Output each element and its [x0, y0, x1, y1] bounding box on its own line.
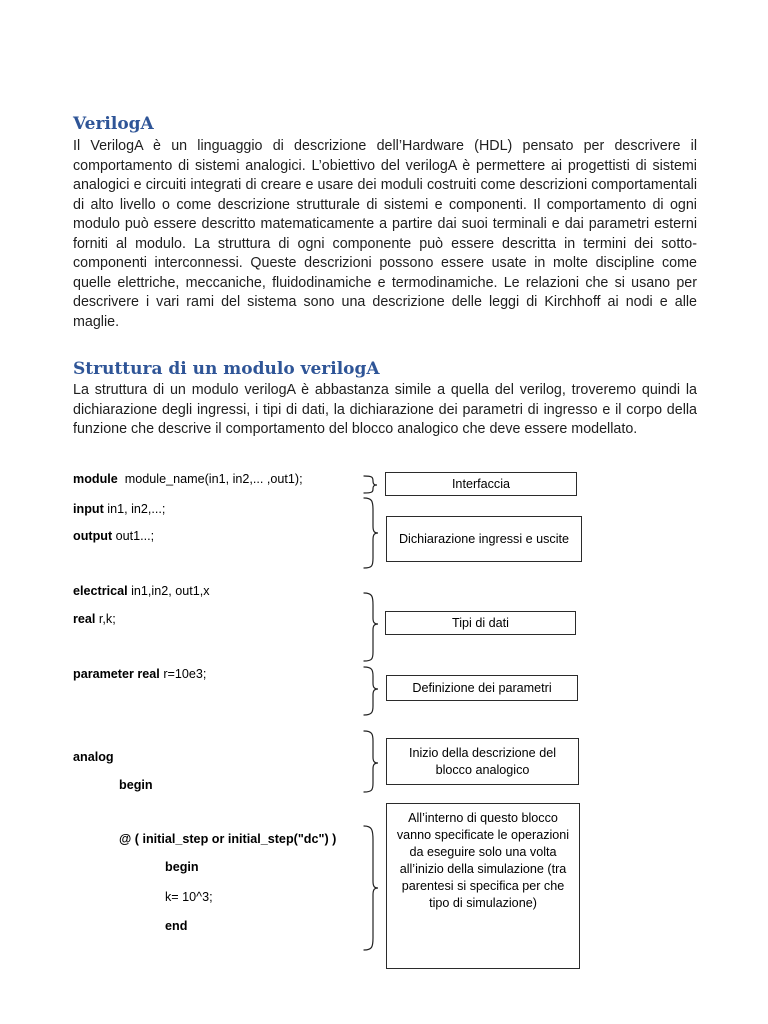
code-text: k= 10^3; [165, 890, 213, 904]
label-box-inizio [386, 738, 579, 785]
brace-interno [364, 826, 378, 950]
brace-parametri [364, 667, 378, 715]
code-keyword: input [73, 502, 104, 516]
label-text: Dichiarazione ingressi e uscite [398, 531, 570, 546]
code-text: out1...; [115, 529, 155, 543]
brace-inizio [364, 731, 378, 792]
section-title-struttura: Struttura di un modulo verilogA [73, 359, 380, 379]
section-body-struttura: La struttura di un modulo verilogA è abbastanza simile a quella del verilog, troveremo quindi la dichiarazione degli ingressi, i tipi di dati, la dichiarazione dei parametri di ingresso e il corpo della funzione che descrive il comportamento del blocco analogico che deve essere modellato. [73, 382, 697, 437]
brace-tipi [364, 593, 378, 661]
label-box-tipi [385, 611, 576, 635]
brace-dichiarazione [364, 498, 378, 568]
label-text: Definizione dei parametri [412, 680, 552, 695]
code-keyword: begin [165, 860, 199, 874]
code-keyword: real [73, 612, 96, 626]
code-keyword: output [73, 529, 113, 543]
code-keyword: parameter real [73, 667, 160, 681]
label-box-parametri [386, 675, 578, 701]
label-box-interno [386, 803, 580, 969]
label-box-dichiarazione [386, 516, 582, 562]
label-text: Tipi di dati [452, 615, 509, 630]
section-title-veriloga: VerilogA [73, 114, 154, 134]
code-text: module_name(in1, in2,... ,out1); [124, 472, 303, 486]
code-text: r,k; [98, 612, 116, 626]
brace-interfaccia [364, 476, 377, 493]
code-keyword: module [73, 472, 118, 486]
code-keyword: end [165, 919, 188, 933]
label-text: Interfaccia [451, 476, 511, 491]
label-box-interfaccia [385, 472, 577, 496]
code-text: r=10e3; [163, 667, 207, 681]
code-text: in1,in2, out1,x [131, 584, 210, 598]
label-text: All’interno di questo blocco vanno specificate le operazioni da eseguire solo una volta all’inizio della simulazione (tra parentesi si specifica per che tipo di simulazione) [396, 811, 570, 910]
code-keyword: begin [119, 778, 153, 792]
code-text: in1, in2,...; [107, 502, 166, 516]
code-keyword: analog [73, 750, 114, 764]
section-body-veriloga: Il VerilogA è un linguaggio di descrizione dell’Hardware (HDL) pensato per descrivere il comportamento di sistemi analogici. L’obiettivo del verilogA è permettere ai progettisti di sistemi analogici e circuiti integrati di creare e usare dei moduli costruiti come descrizioni comportamentali di alto livello o come descrizione strutturale di sistemi e componenti. Il comportamento di ogni modulo può essere descritto matematicamente a partire dai suoi terminali e dai parametri esterni forniti al modulo. La struttura di ogni componente può essere descritta in termini dei sotto-componenti interconnessi. Queste descrizioni possono essere usate in molte discipline come quelle elettriche, meccaniche, fluidodinamiche e termodinamiche. Le relazioni che si usano per descrivere i vari rami del sistema sono una descrizione delle leggi di Kirchhoff ai nodi e alle maglie. [73, 138, 697, 330]
code-keyword: electrical [73, 584, 128, 598]
label-text: Inizio della descrizione del blocco analogico [408, 745, 556, 777]
code-keyword: @ ( initial_step or initial_step("dc") ) [119, 832, 337, 846]
